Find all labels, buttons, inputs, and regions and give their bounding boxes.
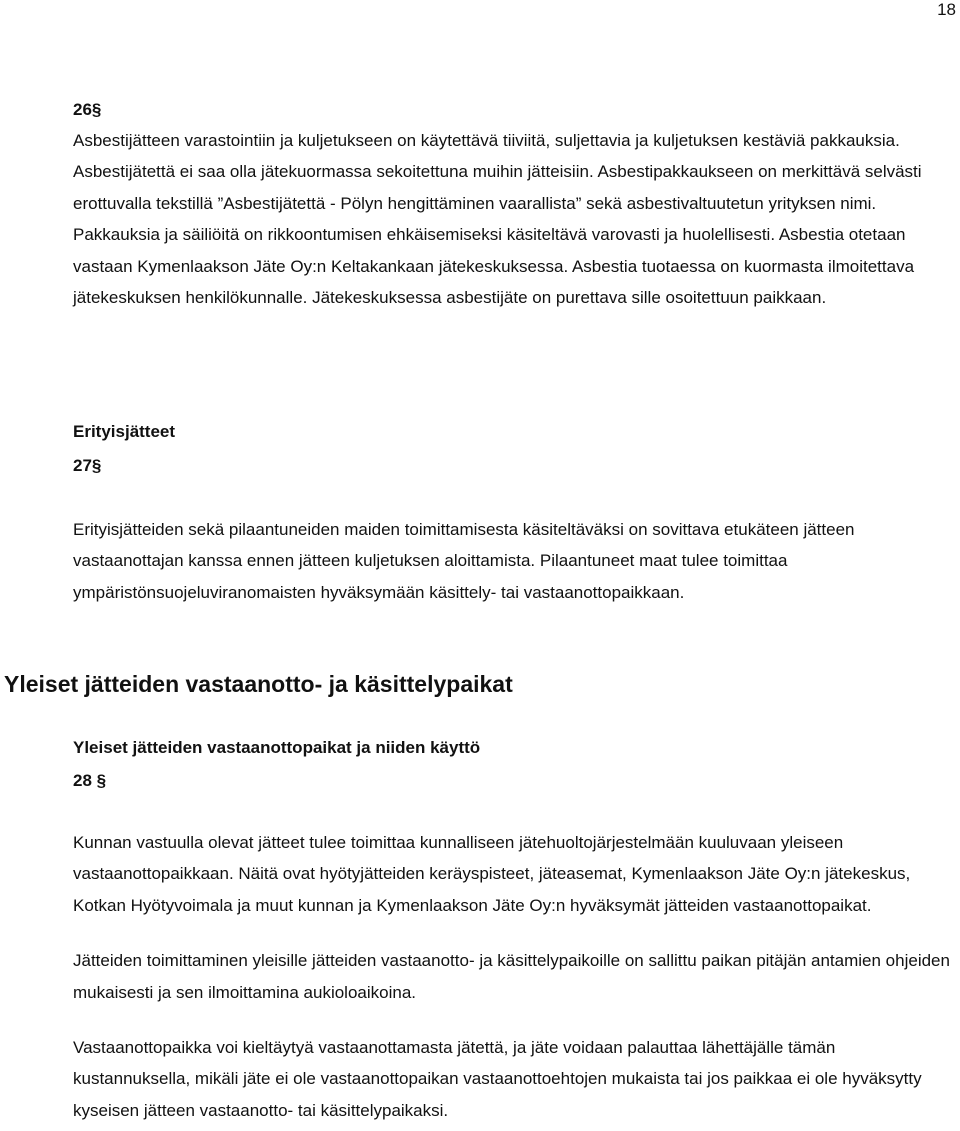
section-number-28: 28 § [73, 771, 107, 790]
section-number-26: 26§ [73, 100, 102, 119]
section-28-paragraph-1: Kunnan vastuulla olevat jätteet tulee toimittaa kunnalliseen jätehuoltojärjestelmään kuuluvaan yleiseen vastaanottopaikkaan. Näitä ovat hyötyjätteiden keräyspisteet, jäteasemat, Kymenlaakson Jäte Oy:n jätekeskus, Kotkan Hyötyvoimala ja muut kunnan ja Kymenlaakson Jäte Oy:n hyväksymät jätteiden vastaanottopaikat. [73, 833, 911, 915]
section-28-paragraph-3: Vastaanottopaikka voi kieltäytyä vastaanottamasta jätettä, ja jäte voidaan palauttaa lähettäjälle tämän kustannuksella, mikäli jäte ei ole vastaanottopaikan vastaanottoehtojen mukaista tai jos paikkaa ei ole hyväksytty kyseisen jätteen vastaanotto- tai käsittelypaikaksi. [73, 1038, 922, 1120]
special-waste-section [73, 417, 957, 608]
section-27-text: Erityisjätteiden sekä pilaantuneiden maiden toimittamisesta käsiteltäväksi on sovittava etukäteen jätteen vastaanottajan kanssa ennen jätteen kuljetuksen aloittamista. Pilaantuneet maat tulee toimittaa ympäristönsuojeluviranomaisten hyväksymään käsittely- tai vastaanottopaikkaan. [73, 520, 855, 602]
section-26 [73, 95, 957, 313]
main-heading: Yleiset jätteiden vastaanotto- ja käsittelypaikat [4, 671, 513, 697]
section-26-text: Asbestijätteen varastointiin ja kuljetukseen on käytettävä tiiviitä, suljettavia ja kuljetuksen kestäviä pakkauksia. Asbestijätettä ei saa olla jätekuormassa sekoitettuna muihin jätteisiin. Asbestipakkaukseen on merkittävä selvästi erottuvalla tekstillä ”Asbestijätettä - Pölyn hengittäminen vaarallista” sekä asbestivaltuutetun yrityksen nimi. Pakkauksia ja säiliöitä on rikkoontumisen ehkäisemiseksi käsiteltävä varovasti ja huolellisesti. Asbestia otetaan vastaan Kymenlaakson Jäte Oy:n Keltakankaan jätekeskuksessa. Asbestia tuotaessa on kuormasta ilmoitettava jätekeskuksen henkilökunnalle. Jätekeskuksessa asbestijäte on purettava sille osoitettuun paikkaan. [73, 131, 922, 308]
page-number: 18 [937, 0, 956, 19]
special-waste-heading: Erityisjätteet [73, 422, 176, 441]
section-28 [73, 733, 957, 1126]
section-28-paragraph-2: Jätteiden toimittaminen yleisille jätteiden vastaanotto- ja käsittelypaikoille on sallittu paikan pitäjän antamien ohjeiden mukaisesti ja sen ilmoittamina aukioloaikoina. [73, 951, 950, 1002]
section-number-27: 27§ [73, 456, 102, 475]
reception-sites-subheading: Yleiset jätteiden vastaanottopaikat ja niiden käyttö [73, 738, 481, 757]
